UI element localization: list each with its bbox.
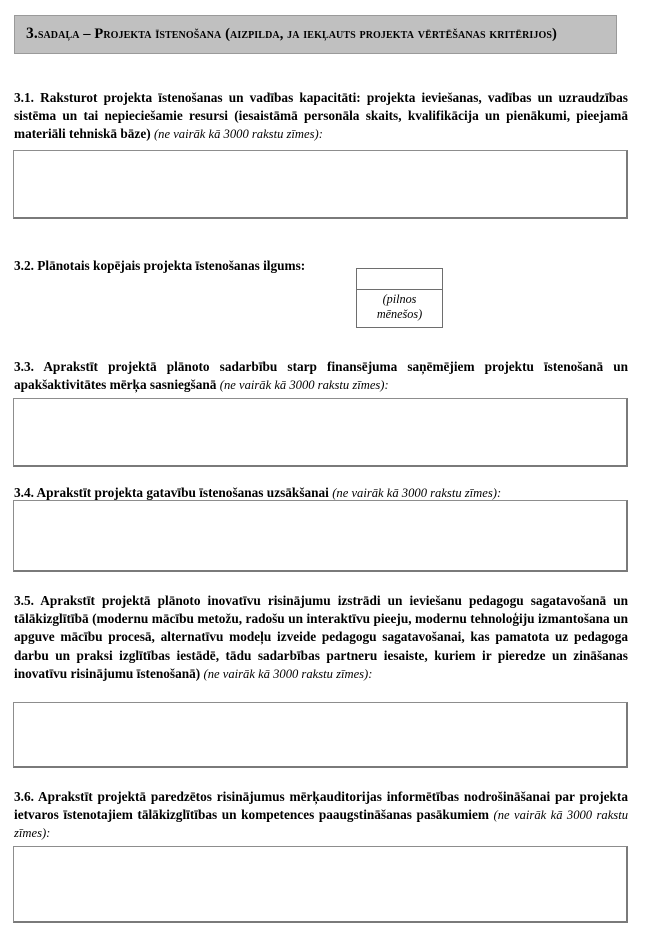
- question-3-6-note: (ne vairāk kā 3000 rakstu zīmes):: [14, 808, 628, 841]
- question-3-2-text: Plānotais kopējais projekta īstenošanas ilgums:: [33, 258, 306, 273]
- question-3-1: [14, 89, 628, 144]
- section-number: 3.: [26, 25, 38, 42]
- answer-box-3-1[interactable]: [13, 150, 628, 219]
- question-3-5-text: Aprakstīt projektā plānoto inovatīvu risinājumu izstrādi un ieviešanu pedagogu sagatavošanā un tālākizglītībā (modernu mācību metožu, radošu un interaktīvu pieeju, modernu tehnoloģiju izmantošana un apguve mācību procesā, alternatīvu modeļu izveide pedagogu sagatavošanai, kas pamatota uz pedagoga darbu un praksi izglītības iestādē, tādu sadarbības partneru iesaiste, kuriem ir pieredze un zināšanas inovatīvu risinājumu īstenošanā): [14, 593, 628, 681]
- question-3-6-text: Aprakstīt projektā paredzētos risinājumus mērķauditorijas informētības nodrošināšanai par projekta ietvaros īstenotajiem tālākizglītības un kompetences paaugstināšanas pasākumiem: [14, 789, 628, 823]
- section-title-dash: –: [79, 26, 95, 42]
- duration-label-cell: [357, 290, 442, 327]
- answer-box-3-4[interactable]: [13, 500, 628, 572]
- question-3-3: [14, 358, 628, 394]
- duration-value-cell[interactable]: [357, 269, 442, 290]
- question-3-5-note: (ne vairāk kā 3000 rakstu zīmes):: [203, 666, 373, 681]
- section-title-part1: sadaļa: [37, 26, 80, 42]
- answer-box-3-3[interactable]: [13, 398, 628, 467]
- question-3-4-note: (ne vairāk kā 3000 rakstu zīmes):: [332, 486, 502, 500]
- duration-label-line1: (pilnos: [382, 292, 417, 306]
- question-3-3-number: 3.3.: [14, 359, 34, 374]
- question-3-3-note: (ne vairāk kā 3000 rakstu zīmes):: [219, 378, 389, 393]
- question-3-2: [14, 257, 344, 275]
- question-3-1-note: (ne vairāk kā 3000 rakstu zīmes):: [153, 127, 323, 142]
- question-3-2-number: 3.2.: [14, 258, 34, 273]
- question-3-5-number: 3.5.: [14, 593, 34, 608]
- question-3-6-number: 3.6.: [14, 789, 34, 804]
- question-3-4-text: Aprakstīt projekta gatavību īstenošanas uzsākšanai: [33, 485, 333, 500]
- duration-label-line2: mēnešos): [376, 307, 423, 322]
- section-banner: [14, 15, 617, 54]
- question-3-5: [14, 592, 628, 683]
- question-3-1-text: Raksturot projekta īstenošanas un vadības kapacitāti: projekta ieviešanas, vadības un uzraudzības sistēma un tai nepieciešamie resursi (iesaistāmā personāla skaits, kvalifikācija un pienākumi, pieejamā materiāli tehniskā bāze): [14, 90, 628, 142]
- question-3-4-number: 3.4.: [14, 485, 34, 500]
- question-3-6: [14, 788, 628, 843]
- answer-box-3-5[interactable]: [13, 702, 628, 768]
- section-title-part2: Projekta īstenošana (aizpilda, ja iekļauts projekta vērtēšanas kritērijos): [94, 26, 557, 42]
- duration-table: [356, 268, 443, 328]
- answer-box-3-6[interactable]: [13, 846, 628, 923]
- question-3-3-text: Aprakstīt projektā plānoto sadarbību starp finansējuma saņēmējiem projektu īstenošanā un apakšaktivitātes mērķa sasniegšanā: [14, 359, 628, 393]
- question-3-1-number: 3.1.: [14, 90, 34, 105]
